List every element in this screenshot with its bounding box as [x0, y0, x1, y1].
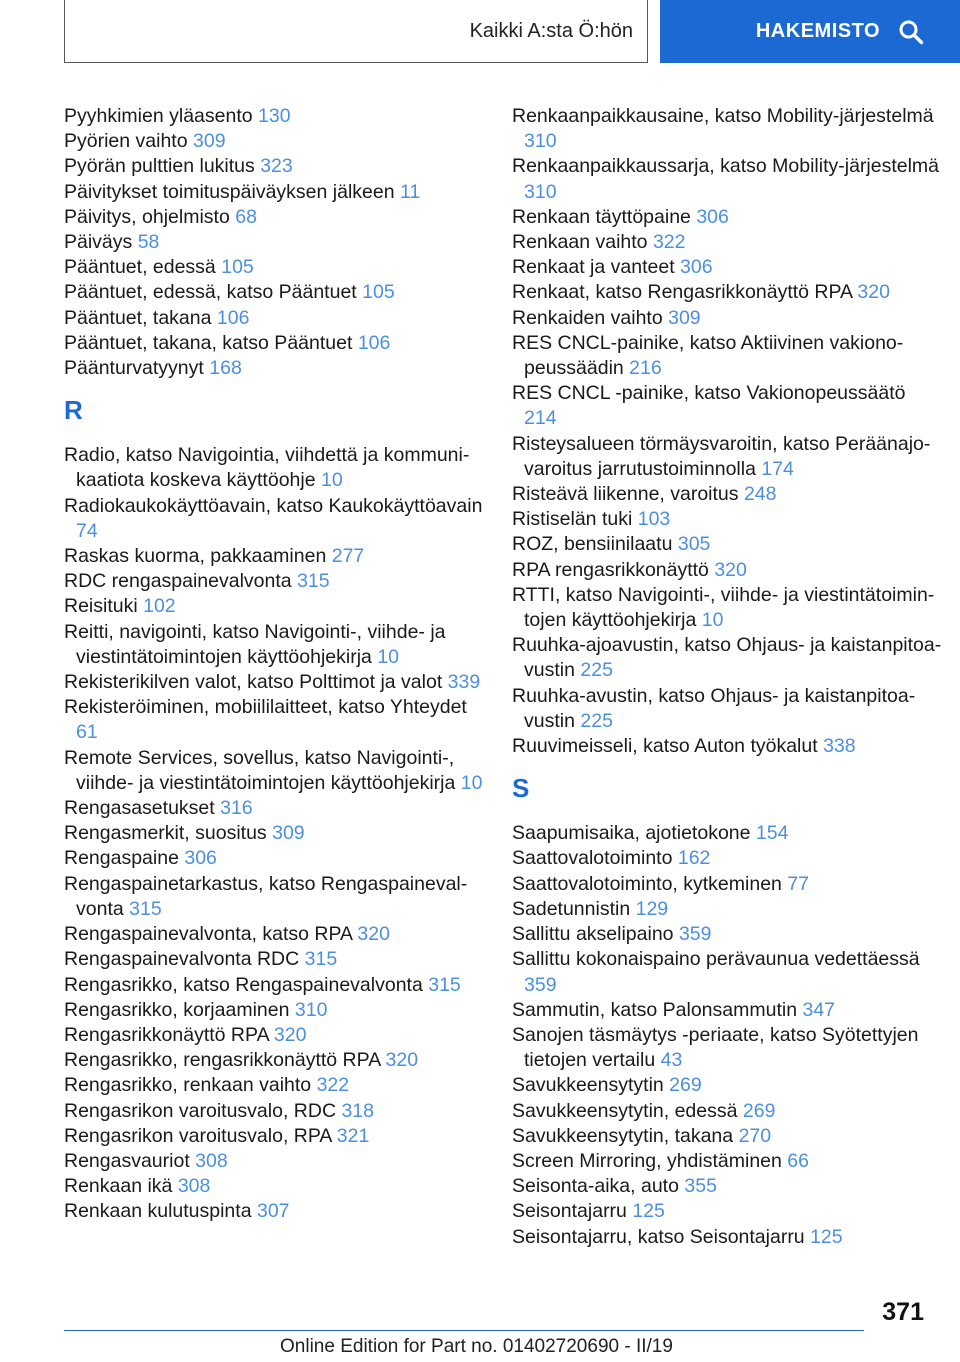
- index-entry: [512, 821, 942, 846]
- index-entry: [512, 1225, 942, 1250]
- page-reference-link[interactable]: 277: [331, 545, 365, 568]
- index-entry-text: Sammutin, katso Palonsammutin: [512, 998, 798, 1021]
- page-reference-link[interactable]: 168: [209, 357, 242, 380]
- page-reference-link[interactable]: 305: [677, 533, 711, 556]
- page-reference-link[interactable]: 68: [235, 205, 257, 228]
- index-entry-text: ROZ, bensiinilaatu: [512, 533, 673, 556]
- page-reference-link[interactable]: 129: [635, 897, 669, 920]
- index-entry-text: Savukkeensytytin, edessä: [512, 1099, 738, 1122]
- index-entry: [512, 154, 942, 204]
- page-reference-link[interactable]: 103: [637, 508, 671, 531]
- index-entry-text: Renkaiden vaihto: [512, 306, 663, 329]
- page-reference-link[interactable]: 10: [320, 469, 343, 492]
- index-entry-text: Renkaan vaihto: [512, 231, 648, 254]
- index-entry-text: Päivitys, ohjelmisto: [64, 205, 230, 228]
- page-reference-link[interactable]: 77: [787, 872, 810, 895]
- page-reference-link[interactable]: 11: [400, 180, 421, 203]
- index-letter-heading: S: [512, 773, 530, 804]
- index-entry-text: Rengasrikon varoitusvalo, RDC: [64, 1099, 337, 1122]
- index-entry-text: Screen Mirroring, yhdistäminen: [512, 1149, 782, 1172]
- index-entry: [64, 1174, 484, 1199]
- index-entry: [512, 1124, 942, 1149]
- index-entry-text: Reitti, navigointi, katso Navigointi-, viihde- ja viestintätoimintojen käyttöohjekirja: [64, 620, 446, 668]
- index-entry-text: Rengaspainevalvonta, katso RPA: [64, 923, 352, 946]
- page-reference-link[interactable]: 10: [377, 645, 400, 668]
- index-entry: [512, 432, 942, 482]
- index-entry: [512, 633, 942, 683]
- index-entry: [64, 1048, 484, 1073]
- index-entry-text: Rengasrikko, renkaan vaihto: [64, 1074, 312, 1097]
- index-entry-text: Saattovalotoiminto: [512, 847, 673, 870]
- index-entry-text: Ristiselän tuki: [512, 508, 633, 531]
- page-reference-link[interactable]: 43: [660, 1049, 683, 1072]
- index-entry: [512, 280, 942, 305]
- index-entry-text: Sallittu kokonaispaino perävaunua vedettäessä: [512, 948, 920, 971]
- page-reference-link[interactable]: 225: [580, 709, 613, 732]
- index-entry: [512, 998, 942, 1023]
- index-entry-text: Seisontajarru, katso Seisontajarru: [512, 1225, 805, 1248]
- page-reference-link[interactable]: 322: [316, 1074, 350, 1097]
- index-entry-text: Seisonta-aika, auto: [512, 1175, 679, 1198]
- index-entry-text: Pyörän pulttien lukitus: [64, 155, 255, 178]
- page-reference-link[interactable]: 269: [669, 1074, 702, 1097]
- index-entry: [64, 872, 484, 922]
- index-entry-text: Seisontajarru: [512, 1200, 627, 1223]
- index-entry-text: RTTI, katso Navigointi-, viihde- ja viestintätoimintojen käyttöohjekirja: [512, 583, 935, 632]
- index-entry-text: RES CNCL-painike, katso Aktiivinen vakionopeussäädin: [512, 331, 904, 380]
- index-entry: [512, 255, 942, 280]
- page-reference-link[interactable]: 339: [447, 671, 481, 694]
- page-reference-link[interactable]: 307: [256, 1200, 290, 1223]
- index-entry-text: RDC rengaspainevalvonta: [64, 570, 292, 593]
- index-entry: [512, 1023, 942, 1073]
- index-entry: [64, 973, 484, 998]
- index-entry-text: Pyyhkimien yläasento: [64, 105, 253, 127]
- page-reference-link[interactable]: 315: [304, 948, 338, 971]
- index-entry-text: Rekisteröiminen, mobiililaitteet, katso Yhteydet: [64, 696, 467, 719]
- index-entry: [512, 558, 942, 583]
- tab-a-to-z-label: Kaikki A:sta Ö:hön: [469, 19, 633, 42]
- index-entry: [512, 532, 942, 557]
- index-entry-text: Ruuhka-avustin, katso Ohjaus- ja kaistanpitoavustin: [512, 684, 916, 732]
- index-entry: [64, 104, 484, 129]
- footer: [280, 1336, 673, 1358]
- index-entry-text: Risteysalueen törmäysvaroitin, katso Peräänajovaroitus jarrutustoiminnolla: [512, 432, 931, 480]
- page-reference-link[interactable]: 308: [177, 1175, 211, 1198]
- index-entry-text: Renkaan täyttöpaine: [512, 205, 691, 228]
- index-entry: [64, 205, 484, 230]
- page-reference-link[interactable]: 248: [743, 483, 777, 506]
- index-entry: [64, 154, 484, 179]
- page-reference-link[interactable]: 359: [678, 923, 712, 946]
- index-entry: [64, 180, 484, 205]
- index-entry-text: Rengasmerkit, suositus: [64, 822, 267, 845]
- index-entry: [64, 695, 484, 745]
- index-entry: [512, 306, 942, 331]
- page-reference-link[interactable]: 125: [632, 1200, 665, 1223]
- page-reference-link[interactable]: 105: [221, 256, 254, 279]
- index-entry: [64, 255, 484, 280]
- index-entry-text: Pääntuet, takana, katso Pääntuet: [64, 331, 353, 354]
- search-icon: [898, 19, 924, 45]
- page-reference-link[interactable]: 58: [137, 231, 160, 254]
- page-reference-link[interactable]: 323: [260, 155, 293, 178]
- index-entry: [512, 922, 942, 947]
- index-entry-text: Päivitykset toimituspäiväyksen jälkeen: [64, 180, 395, 203]
- page-reference-link[interactable]: 306: [184, 847, 217, 870]
- index-entry: [512, 1174, 942, 1199]
- index-entry: [512, 846, 942, 871]
- page-reference-link[interactable]: 309: [272, 822, 305, 845]
- index-entry: [64, 356, 484, 381]
- index-entry-text: Radiokaukokäyttöavain, katso Kaukokäyttöavain: [64, 494, 483, 517]
- page-number: 371: [882, 1298, 924, 1326]
- index-entry: [64, 594, 484, 619]
- index-entry: [64, 280, 484, 305]
- index-entry-text: Renkaan ikä: [64, 1175, 173, 1198]
- index-entry-text: Rengaspainevalvonta RDC: [64, 948, 300, 971]
- page-reference-link[interactable]: 125: [810, 1225, 843, 1248]
- page-reference-link[interactable]: 105: [362, 281, 395, 304]
- index-entry: [64, 922, 484, 947]
- index-entry-text: Sadetunnistin: [512, 897, 631, 920]
- index-entry-text: Rengasrikkonäyttö RPA: [64, 1023, 269, 1046]
- index-entry: [512, 205, 942, 230]
- index-entry-text: Rengasrikko, katso Rengaspainevalvonta: [64, 973, 423, 996]
- page-reference-link[interactable]: 130: [258, 105, 291, 127]
- index-entry-text: Rengasrikko, rengasrikkonäyttö RPA: [64, 1049, 381, 1072]
- page-reference-link[interactable]: 106: [357, 331, 391, 354]
- index-entry: [64, 569, 484, 594]
- index-entry-text: Renkaanpaikkaussarja, katso Mobility-järjestelmä: [512, 155, 940, 178]
- page-reference-link[interactable]: 320: [385, 1049, 419, 1072]
- page-reference-link[interactable]: 162: [677, 847, 711, 870]
- index-column-left: [64, 104, 484, 1225]
- page-reference-link[interactable]: 320: [857, 281, 890, 304]
- page-reference-link[interactable]: 310: [294, 998, 328, 1021]
- tab-a-to-z[interactable]: [64, 0, 648, 63]
- index-entry: [64, 1073, 484, 1098]
- index-entry-text: Renkaan kulutuspinta: [64, 1200, 252, 1223]
- index-entry: [64, 230, 484, 255]
- page-reference-link[interactable]: 270: [738, 1124, 772, 1147]
- page-reference-link[interactable]: 309: [668, 306, 701, 329]
- index-entry-text: Savukkeensytytin, takana: [512, 1124, 734, 1147]
- page-reference-link[interactable]: 355: [684, 1175, 717, 1198]
- page-reference-link[interactable]: 347: [802, 998, 836, 1021]
- index-entry: [64, 796, 484, 821]
- index-entry-text: Päiväys: [64, 231, 133, 254]
- page-reference-link[interactable]: 214: [524, 407, 557, 430]
- index-entry: [64, 670, 484, 695]
- page-reference-link[interactable]: 308: [195, 1149, 228, 1172]
- index-entry-text: Raskas kuorma, pakkaaminen: [64, 545, 327, 568]
- index-entry: [64, 746, 484, 796]
- index-entry-text: RPA rengasrikkonäyttö: [512, 558, 709, 581]
- page-reference-link[interactable]: 320: [273, 1023, 307, 1046]
- index-entry-text: Rengaspainetarkastus, katso Rengaspainevalvonta: [64, 872, 468, 920]
- index-entry-text: Päänturvatyynyt: [64, 357, 204, 380]
- index-entry-text: Rengaspaine: [64, 847, 179, 870]
- page-reference-link[interactable]: 320: [714, 558, 747, 581]
- page-reference-link[interactable]: 322: [652, 231, 686, 254]
- page-reference-link[interactable]: 315: [428, 973, 461, 996]
- index-entry-text: Renkaanpaikkausaine, katso Mobility-järjestelmä: [512, 105, 934, 127]
- footer-edition: Online Edition for Part no. 01402720690 - II/19: [280, 1336, 673, 1357]
- index-entry: [512, 947, 942, 997]
- page-reference-link[interactable]: 316: [220, 797, 253, 820]
- page-reference-link[interactable]: 306: [680, 256, 713, 279]
- index-entry-text: Rengasrikon varoitusvalo, RPA: [64, 1124, 332, 1147]
- page-reference-link[interactable]: 10: [701, 609, 724, 632]
- page-reference-link[interactable]: 10: [460, 771, 483, 794]
- index-entry-text: Ruuhka-ajoavustin, katso Ohjaus- ja kaistanpitoavustin: [512, 634, 942, 682]
- index-entry: [64, 1099, 484, 1124]
- index-entry-text: Savukkeensytytin: [512, 1074, 664, 1097]
- index-entry-text: Pääntuet, takana: [64, 306, 212, 329]
- index-entry: [512, 1073, 942, 1098]
- page-reference-link[interactable]: 102: [143, 595, 176, 618]
- index-entry-text: Risteävä liikenne, varoitus: [512, 483, 739, 506]
- index-entry: [64, 947, 484, 972]
- index-entry: [512, 897, 942, 922]
- index-entry: [512, 583, 942, 633]
- index-entry: [512, 507, 942, 532]
- page-reference-link[interactable]: 225: [580, 659, 613, 682]
- index-entry: [64, 544, 484, 569]
- page-reference-link[interactable]: 310: [524, 130, 557, 153]
- index-entry-text: RES CNCL -painike, katso Vakionopeussäätö: [512, 382, 906, 405]
- index-entry: [64, 1023, 484, 1048]
- index-entry: [64, 846, 484, 871]
- index-entry: [512, 331, 942, 381]
- index-entry: [512, 1149, 942, 1174]
- page-reference-link[interactable]: 74: [76, 519, 98, 542]
- index-entry-text: Pääntuet, edessä: [64, 256, 216, 279]
- index-entry-text: Remote Services, sovellus, katso Navigointi-, viihde- ja viestintätoimintojen käyttöohjekirja: [64, 746, 456, 794]
- index-entry-text: Rekisterikilven valot, katso Polttimot ja valot: [64, 671, 443, 694]
- index-entry: [64, 1124, 484, 1149]
- index-entry: [512, 872, 942, 897]
- index-entry: [512, 1199, 942, 1224]
- tab-index[interactable]: [660, 0, 960, 63]
- index-entry: [64, 443, 484, 493]
- index-entry: [64, 620, 484, 670]
- index-entry-text: Rengasvauriot: [64, 1149, 190, 1172]
- tab-index-label: HAKEMISTO: [755, 20, 880, 42]
- index-letter-heading: R: [64, 395, 83, 426]
- top-navigation: [0, 0, 960, 66]
- page-reference-link[interactable]: 216: [629, 357, 662, 380]
- index-entry-text: Renkaat ja vanteet: [512, 256, 675, 279]
- page-reference-link[interactable]: 66: [787, 1149, 809, 1172]
- page-reference-link[interactable]: 320: [357, 923, 390, 946]
- index-entry: [512, 482, 942, 507]
- page-reference-link[interactable]: 359: [524, 973, 557, 996]
- index-entry: [512, 104, 942, 154]
- index-column-right: [512, 104, 942, 1250]
- index-entry-text: Sanojen täsmäytys -periaate, katso Syötettyjen tietojen vertailu: [512, 1023, 919, 1072]
- index-entry-text: Reisituki: [64, 595, 138, 618]
- index-entry: [64, 331, 484, 356]
- page-reference-link[interactable]: 315: [297, 570, 330, 593]
- index-entry: [64, 821, 484, 846]
- index-entry: [64, 1149, 484, 1174]
- page-reference-link[interactable]: 310: [524, 180, 557, 203]
- index-entry: [512, 684, 942, 734]
- index-entry-text: Renkaat, katso Rengasrikkonäyttö RPA: [512, 281, 852, 304]
- index-entry: [512, 734, 942, 759]
- page-reference-link[interactable]: 306: [696, 205, 729, 228]
- footer-divider: [64, 1330, 864, 1331]
- index-entry: [64, 494, 484, 544]
- page-reference-link[interactable]: 309: [193, 130, 226, 153]
- index-entry-text: Ruuvimeisseli, katso Auton työkalut: [512, 735, 818, 758]
- page-reference-link[interactable]: 269: [742, 1099, 776, 1122]
- index-entry-text: Rengasasetukset: [64, 797, 215, 820]
- index-entry: [64, 1199, 484, 1224]
- page-reference-link[interactable]: 321: [336, 1124, 370, 1147]
- page-reference-link[interactable]: 318: [341, 1099, 374, 1122]
- index-entry: [64, 129, 484, 154]
- page-reference-link[interactable]: 106: [216, 306, 250, 329]
- index-entry: [512, 381, 942, 431]
- index-entry: [64, 998, 484, 1023]
- index-entry-text: Saattovalotoiminto, kytkeminen: [512, 872, 782, 895]
- index-entry-text: Pyörien vaihto: [64, 130, 188, 153]
- index-entry-text: Radio, katso Navigointia, viihdettä ja kommunikaatiota koskeva käyttöohje: [64, 444, 470, 492]
- page-reference-link[interactable]: 338: [823, 735, 856, 758]
- page-reference-link[interactable]: 315: [129, 897, 162, 920]
- page-reference-link[interactable]: 61: [76, 721, 98, 744]
- index-entry: [512, 230, 942, 255]
- page-reference-link[interactable]: 174: [761, 457, 794, 480]
- page-reference-link[interactable]: 154: [755, 822, 789, 845]
- index-entry: [64, 306, 484, 331]
- index-entry: [512, 1099, 942, 1124]
- index-entry-text: Sallittu akselipaino: [512, 923, 674, 946]
- index-entry-text: Saapumisaika, ajotietokone: [512, 822, 751, 845]
- index-entry-text: Pääntuet, edessä, katso Pääntuet: [64, 281, 357, 304]
- index-entry-text: Rengasrikko, korjaaminen: [64, 998, 290, 1021]
